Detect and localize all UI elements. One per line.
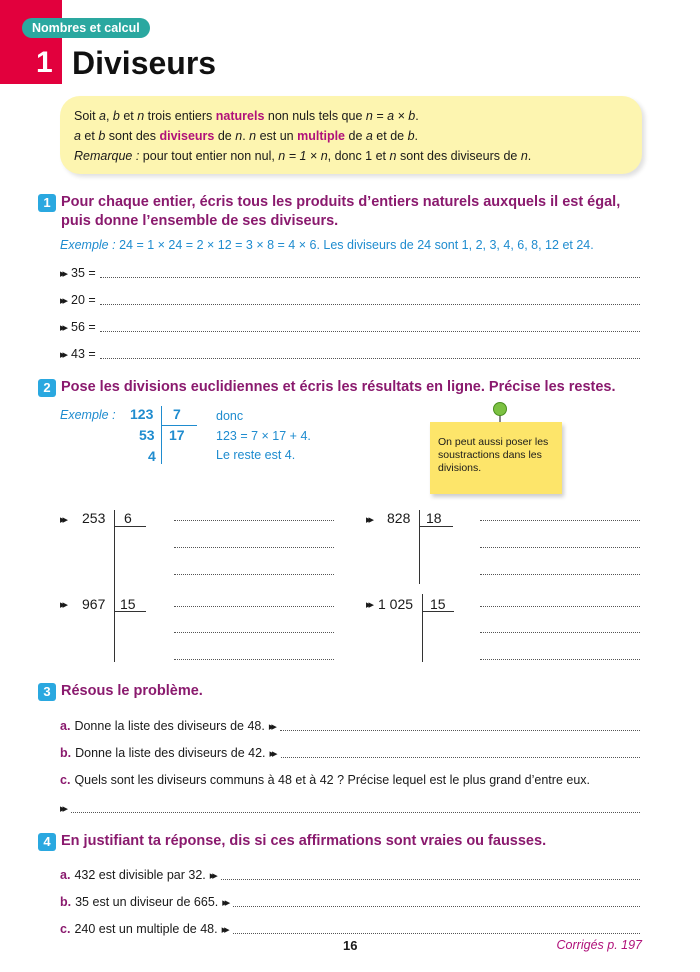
exercise-4-header <box>38 832 546 851</box>
exercise-2-title: Pose les divisions euclidiennes et écris les résultats en ligne. Précise les restes. <box>61 379 616 395</box>
double-arrow-icon: ▸▸ <box>60 599 66 611</box>
problem-item-b[interactable]: b. Donne la liste des diviseurs de 42. ▸▸ <box>60 742 640 760</box>
exercise-1-header <box>38 193 620 231</box>
statement-item-c[interactable]: c. 240 est un multiple de 48. ▸▸ <box>60 918 640 936</box>
double-arrow-icon: ▸▸ <box>60 803 66 815</box>
double-arrow-icon: ▸▸ <box>60 268 66 280</box>
page-number: 16 <box>343 938 358 953</box>
statement-item-a[interactable]: a. 432 est divisible par 32. ▸▸ <box>60 864 640 882</box>
double-arrow-icon: ▸▸ <box>268 721 274 733</box>
definition-line-3: Remarque : pour tout entier non nul, n = 1 × n, donc 1 et n sont des diviseurs de n. <box>74 149 532 163</box>
exercise-1-title: Pour chaque entier, écris tous les produits d’entiers naturels auxquels il est égal, puis donne l’ensemble de ses diviseurs. <box>61 194 621 229</box>
statement-item-b[interactable]: b. 35 est un diviseur de 665. ▸▸ <box>60 891 640 909</box>
double-arrow-icon: ▸▸ <box>269 748 275 760</box>
exercise-3-header <box>38 682 203 701</box>
page-title: Diviseurs <box>72 45 217 81</box>
exercise-1-example: Exemple : 24 = 1 × 24 = 2 × 12 = 3 × 8 = 4 × 6. Les diviseurs de 24 sont 1, 2, 3, 4, 6, 8, 12 et 24. <box>60 238 594 252</box>
pushpin-icon <box>493 402 507 416</box>
tip-postit-note: On peut aussi poser les soustractions dans les divisions. <box>430 422 562 494</box>
double-arrow-icon: ▸▸ <box>221 924 227 936</box>
answer-line-56[interactable]: ▸▸ 56 = <box>60 316 640 334</box>
answer-line-35[interactable]: ▸▸ 35 = <box>60 262 640 280</box>
chapter-color-band <box>0 0 62 84</box>
answers-reference-link[interactable]: Corrigés p. 197 <box>556 938 642 952</box>
exercise-3-title: Résous le problème. <box>61 683 203 699</box>
answer-line-43[interactable]: ▸▸ 43 = <box>60 343 640 361</box>
double-arrow-icon: ▸▸ <box>366 514 372 526</box>
keyword-diviseurs: diviseurs <box>159 129 215 143</box>
keyword-naturels: naturels <box>215 109 265 123</box>
exercise-number-badge: 3 <box>38 683 56 701</box>
chapter-number: 1 <box>36 46 53 79</box>
double-arrow-icon: ▸▸ <box>60 514 66 526</box>
definition-line-2: a et b sont des diviseurs de n. n est un multiple de a et de b. <box>74 129 419 143</box>
double-arrow-icon: ▸▸ <box>209 870 215 882</box>
double-arrow-icon: ▸▸ <box>60 295 66 307</box>
double-arrow-icon: ▸▸ <box>60 322 66 334</box>
double-arrow-icon: ▸▸ <box>60 349 66 361</box>
keyword-multiple: multiple <box>297 129 346 143</box>
problem-item-c-answer[interactable] <box>60 797 640 815</box>
definition-box <box>60 96 642 174</box>
exercise-2-header <box>38 378 616 397</box>
exercise-number-badge: 2 <box>38 379 56 397</box>
exercise-4-title: En justifiant ta réponse, dis si ces affirmations sont vraies ou fausses. <box>61 833 547 849</box>
problem-item-a[interactable]: a. Donne la liste des diviseurs de 48. ▸▸ <box>60 715 640 733</box>
category-pill: Nombres et calcul <box>22 18 150 38</box>
double-arrow-icon: ▸▸ <box>222 897 228 909</box>
exercise-number-badge: 1 <box>38 194 56 212</box>
problem-item-c: c. Quels sont les diviseurs communs à 48 et à 42 ? Précise lequel est le plus grand d’entre eux. <box>60 773 590 787</box>
definition-line-1: Soit a, b et n trois entiers naturels non nuls tels que n = a × b. <box>74 109 419 123</box>
double-arrow-icon: ▸▸ <box>366 599 372 611</box>
answer-line-20[interactable]: ▸▸ 20 = <box>60 289 640 307</box>
exercise-number-badge: 4 <box>38 833 56 851</box>
